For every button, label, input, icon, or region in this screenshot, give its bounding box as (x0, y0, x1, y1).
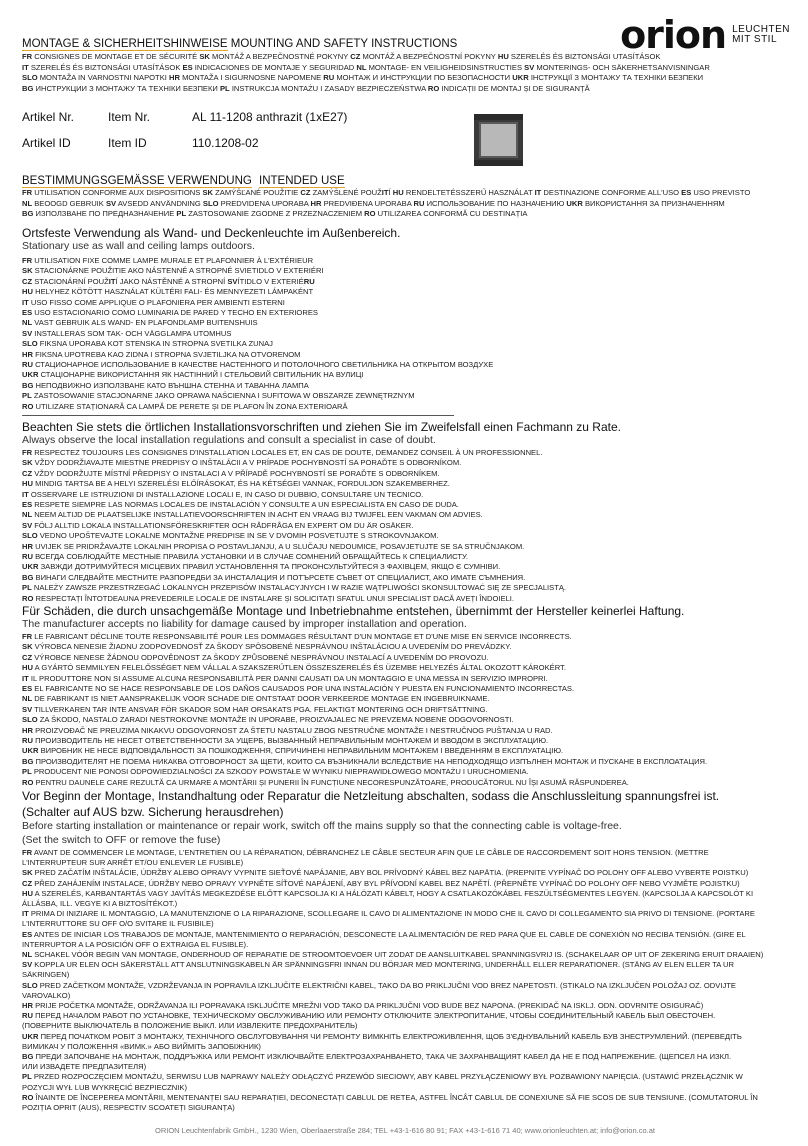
translation-line: ИЛИ ИЗВАДЕТЕ ПРЕДПАЗИТЕЛЯ) (22, 1062, 147, 1072)
translation-line: BG ИНСТРУКЦИИ З МОНТАЖУ ТА ТЕХНІКИ БЕЗПЕКИ PL INSTRUKCJA MONTAŻU I ZASADY BEZPIECZEŃSTWA RO INDICAȚII DE MONTAJ ȘI DE SIGURANȚĂ (22, 83, 590, 93)
translation-line: NL SCHAKEL VÓÓR BEGIN VAN MONTAGE, ONDERHOUD OF REPARATIE DE STROOMTOEVOER UIT ZODAT DE AANSLUITKABEL SPANNINGSVRIJ IS. (SCHAKELAAR OP UIT OF ZEKERING ERUIT DRAAIEN) (22, 950, 764, 960)
translation-line: HU HELYHEZ KÖTÖTT HASZNÁLAT KÜLTÉRI FALI- ÉS MENNYEZETI LÁMPAKÉNT (22, 287, 314, 297)
translation-line: NL NEEM ALTIJD DE PLAATSELIJKE INSTALLATIEVOORSCHRIFTEN IN ACHT EN VRAAG BIJ TWIJFEL EEN VAKMAN OM ADVIES. (22, 510, 483, 520)
section-2-title-en: Always observe the local installation regulations and consult a specialist in case of doubt. (22, 434, 436, 446)
logo-wordmark: orion (620, 13, 727, 57)
section-3-title-en: The manufacturer accepts no liability for damage caused by improper installation and operation. (22, 618, 467, 630)
translation-line: SLO MONTAŽA IN VARNOSTNI NAPOTKI HR MONTAŽA I SIGURNOSNE NAPOMENE RU МОНТАЖ И ИНСТРУКЦИИ ПО БЕЗОПАСНОСТИ UKR ІНСТРУКЦІЇ З МОНТАЖУ ТА ТЕХНІКИ БЕЗПЕКИ (22, 73, 704, 83)
article-id-label-de: Artikel ID (22, 136, 71, 150)
translation-line: BG ИЗПОЛЗВАНЕ ПО ПРЕДНАЗНАЧЕНИЕ PL ZASTOSOWANIE ZGODNE Z PRZEZNACZENIEM RO UTILIZAREA CONFORMĂ CU DESTINAȚIA (22, 209, 528, 219)
translation-line: INTERRUPTOR A LA POSICIÓN OFF O EXTRAIGA EL FUSIBLE). (22, 939, 249, 949)
translation-line: SK STACIONÁRNE POUŽITIE AKO NÁSTENNÉ A STROPNÉ SVIETIDLO V EXTERIÉRI (22, 266, 324, 276)
translation-line: SLO FIKSNA UPORABA KOT STENSKA IN STROPNA SVETILKA ZUNAJ (22, 339, 273, 349)
translation-line: (ПОВЕРНИТЕ ВЫКЛЮЧАТЕЛЬ В ПОЛОЖЕНИЕ ВЫКЛ. ИЛИ ИЗВЛЕКИТЕ ПРЕДОХРАНИТЕЛЬ) (22, 1021, 358, 1031)
article-nr-value: AL 11-1208 anthrazit (1xE27) (192, 110, 348, 124)
translation-line: BG ПРЕДИ ЗАПОЧВАНЕ НА МОНТАЖ, ПОДДРЪЖКА ИЛИ РЕМОНТ ИЗКЛЮЧВАЙТЕ ЕЛЕКТРОЗАХРАНВАНЕТО, ТАКА ЧЕ ЗАХРАНВАЩИЯТ КАБЕЛ ДА НЕ Е ПОД НАПРЕЖЕНИЕ. (ЩЕПСЕЛ НА ИЗКЛ. (22, 1052, 732, 1062)
translation-line: HR PRIJE POČETKA MONTAŽE, ODRŽAVANJA ILI POPRAVAKA ISKLJUČITE MREŽNI VOD TAKO DA PRIKLJUČNI VOD BUDE BEZ NAPONA. (PREKIDAČ NA ISKLJ. ODN. ODVRNITE OSIGURAČ) (22, 1001, 704, 1011)
section-2-translations (22, 448, 566, 604)
translation-line: SLO ZA ŠKODO, NASTALO ZARADI NESTROKOVNE MONTAŽE IN UPORABE, PROIZVAJALEC NE PREVZEMA NOBENE ODGOVORNOSTI. (22, 715, 514, 725)
translation-line: FR UTILISATION CONFORME AUX DISPOSITIONS SK ZAMÝŠĽANÉ POUŽITIE CZ ZAMÝŠLENÉ POUŽITÍ HU RENDELTETÉSSZERŰ HASZNÁLAT IT DESTINAZIONE CONFORME ALL'USO ES USO PREVISTO (22, 188, 751, 197)
translation-line: POZYCJI WYŁ LUB WYKRĘCIĆ BEZPIECZNIK) (22, 1082, 187, 1092)
translation-line: RO RESPECTAȚI ÎNTOTDEAUNA PREVEDERILE LOCALE DE INSTALARE ȘI SOLICITAȚI SFATUL UNUI SPECIALIST DACĂ AVEȚI ÎNDOIELI. (22, 593, 515, 603)
translation-line: L'INTERRUTTORE SU OFF O/O SVITARE IL FUSIBILE) (22, 919, 214, 929)
section-3-translations (22, 632, 707, 788)
article-id-label-en: Item ID (108, 136, 147, 150)
translation-line: CZ PŘED ZAHÁJENÍM INSTALACE, ÚDRŽBY NEBO OPRAVY VYPNĚTE SÍŤOVÉ NAPÁJENÍ, ABY BYL PŘÍVODNÍ KABEL BEZ NAPĚTÍ. (PŘEPNĚTE VYPÍNAČ DO POLOHY OFF NEBO VYJMĚTE POJISTKU) (22, 878, 740, 888)
translation-line: HR FIKSNA UPOTREBA KAO ZIDNA I STROPNA SVJETILJKA NA OTVORENOM (22, 349, 301, 359)
divider (22, 415, 454, 416)
translation-line: SK VÝROBCA NENESIE ŽIADNU ZODPOVEDNOSŤ ZA ŠKODY SPÔSOBENÉ NESPRÁVNOU INŠTALÁCIOU A UVEDENÍM DO PREVÁDZKY. (22, 642, 512, 652)
section-4-title-de: Vor Beginn der Montage, Instandhaltung oder Reparatur die Netzleitung abschalten, sodass die Anschlussleitung spannungsfrei ist. (22, 789, 720, 803)
translation-line: RO PENTRU DAUNELE CARE REZULTĂ CA URMARE A MONTĂRII ȘI PUNERII ÎN FUNCȚIUNE NECORESPUNZĂTOARE, PRODUCĂTORUL NU ÎȘI ASUMĂ RĂSPUNDEREA. (22, 777, 629, 787)
translation-line: UKR СТАЦІОНАРНЕ ВИКОРИСТАННЯ ЯК НАСТІННИЙ І СТЕЛЬОВИЙ СВІТИЛЬНИК НА ВУЛИЦІ (22, 370, 364, 380)
logo-tagline (732, 25, 790, 45)
translation-line: BG ПРОИЗВОДИТЕЛЯТ НЕ ПОЕМА НИКАКВА ОТГОВОРНОСТ ЗА ЩЕТИ, КОИТО СА ВЪЗНИКНАЛИ ВСЛЕДСТВИЕ НА НЕПОДХОДЯЩО ИЗПЪЛНЕН МОНТАЖ И ПУСКАНЕ В ЕКСПЛОАТАЦИЯ. (22, 756, 708, 766)
product-lamp-image (472, 112, 525, 168)
section-4-title-en-2: (Set the switch to OFF or remove the fuse) (22, 834, 221, 846)
translation-line: CZ STACIONÁRNÍ POUŽITÍ JAKO NÁSTĚNNÉ A STROPNÍ SVÍTIDLO V EXTERIÉRU (22, 276, 315, 286)
translation-line: HU A SZERELÉS, KARBANTARTÁS VAGY JAVÍTÁS MEGKEZDÉSE ELŐTT KAPCSOLJA KI A HÁLÓZATI KÁBELT, HOGY A CSATLAKOZÓKÁBEL FESZÜLTSÉGMENTES LEGYEN. (KAPCSOLJA A KAPCSOLÓT KI (22, 888, 754, 898)
translation-line: FR LE FABRICANT DÉCLINE TOUTE RESPONSABILITÉ POUR LES DOMMAGES RÉSULTANT D'UN MONTAGE ET D'UNE MISE EN SERVICE INCORRECTS. (22, 632, 572, 641)
translation-line: ÁLLÁSBA, ILL. VEGYE KI A BIZTOSÍTÉKOT.) (22, 899, 178, 909)
translation-line: RU ПРОИЗВОДИТЕЛЬ НЕ НЕСЕТ ОТВЕТСТВЕННОСТИ ЗА УЩЕРБ, ВЫЗВАННЫЙ НЕПРАВИЛЬНЫМ МОНТАЖЕМ И ВВОДОМ В ЭКСПЛУАТАЦИЮ. (22, 736, 549, 746)
translation-line: SLO PRED ZAČETKOM MONTAŽE, VZDRŽEVANJA IN POPRAVILA IZKLJUČITE ELEKTRIČNI KABEL, TAKO DA BO PRIKLJUČNI VOD BREZ NAPETOSTI. (STIKALO NA IZKLJUČEN POLOŽAJ OZ. ODVIJTE (22, 980, 736, 990)
translation-line: ВИМИКАЧ У ПОЛОЖЕННЯ «ВИМК.» АБО ВИЙМІТЬ ЗАПОБІЖНИК) (22, 1041, 261, 1051)
translation-line: FR AVANT DE COMMENCER LE MONTAGE, L'ENTRETIEN OU LA RÉPARATION, DÉBRANCHEZ LE CÂBLE SECTEUR AFIN QUE LE CÂBLE DE RACCORDEMENT SOIT HORS TENSION. (METTRE (22, 848, 709, 857)
company-footer: ORION Leuchtenfabrik GmbH., 1230 Wien, Oberlaaerstraße 284; TEL +43-1-616 80 91; FAX +43-1-616 71 40; www.orionleuchten.at; info@orion.co.at (155, 1126, 655, 1135)
translation-line: SV FÖLJ ALLTID LOKALA INSTALLATIONSFÖRESKRIFTER OCH RÅDFRÅGA EN EXPERT OM DU ÄR OSÄKER. (22, 520, 414, 530)
translation-line: NL VAST GEBRUIK ALS WAND- EN PLAFONDLAMP BUITENSHUIS (22, 318, 258, 328)
section-2-title-de: Beachten Sie stets die örtlichen Installationsvorschriften und ziehen Sie im Zweifelsfall einen Fachmann zu Rate. (22, 420, 621, 434)
translation-line: SÄKRINGEN) (22, 970, 70, 980)
translation-line: PL PRZED ROZPOCZĘCIEM MONTAŻU, SERWISU LUB NAPRAWY NALEŻY ODŁĄCZYĆ PRZEWÓD SIECIOWY, ABY KABEL PRZYŁĄCZENIOWY BYŁ POZBAWIONY NAPIĘCIA. (USTAWIĆ PRZEŁĄCZNIK W (22, 1072, 743, 1082)
translation-line: RU ПЕРЕД НАЧАЛОМ РАБОТ ПО УСТАНОВКЕ, ТЕХНИЧЕСКОМУ ОБСЛУЖИВАНИЮ ИЛИ РЕМОНТУ ОТКЛЮЧИТЕ ЭЛЕКТРОПИТАНИЕ, ЧТОБЫ СОЕДИНИТЕЛЬНЫЙ КАБЕЛЬ БЫЛ ОБЕСТОЧЕН. (22, 1011, 716, 1021)
translation-line: PL PRODUCENT NIE PONOSI ODPOWIEDZIALNOŚCI ZA SZKODY POWSTAŁE W WYNIKU NIEPRAWIDŁOWEGO MONTAŻU I URUCHOMIENIA. (22, 767, 529, 777)
translation-line: CZ VŽDY DODRŽUJTE MÍSTNÍ PŘEDPISY O INSTALACI A V PŘÍPADĚ POCHYBNOSTÍ SE PORAĎTE S ODBORNÍKEM. (22, 468, 440, 478)
translation-line: VAROVALKO) (22, 990, 71, 1000)
section-1-title-en: Stationary use as wall and ceiling lamps outdoors. (22, 240, 255, 252)
tagline-line-2: MIT STIL (732, 34, 778, 45)
translation-line: SK PRED ZAČATÍM INŠTALÁCIE, ÚDRŽBY ALEBO OPRAVY VYPNITE SIEŤOVÉ NAPÁJANIE, ABY BOL PRÍVODNÝ KÁBEL BEZ NAPÄTIA. (PREPNITE VYPÍNAČ DO POLOHY OFF ALEBO VYBERTE POISTKU) (22, 868, 749, 878)
section-4-title-en: Before starting installation or maintenance or repair work, switch off the mains supply so that the connecting cable is voltage-free. (22, 820, 622, 832)
title-de: MONTAGE & SICHERHEITSHINWEISE (22, 38, 228, 50)
article-nr-label-de: Artikel Nr. (22, 110, 75, 124)
title-en: MOUNTING AND SAFETY INSTRUCTIONS (230, 38, 458, 50)
title-translations (22, 52, 762, 94)
intended-translations (22, 188, 762, 220)
translation-line: BG ВИНАГИ СЛЕДВАЙТЕ МЕСТНИТЕ РАЗПОРЕДБИ ЗА ИНСТАЛАЦИЯ И ПОТЪРСЕТЕ СЪВЕТ ОТ СПЕЦИАЛИСТ, АКО ИМАТЕ СЪМНЕНИЯ. (22, 572, 526, 582)
translation-line: HR PROIZVOĐAČ NE PREUZIMA NIKAKVU ODGOVORNOST ZA ŠTETU NASTALU ZBOG NESTRUČNE MONTAŽE I NESTRUČNOG PUŠTANJA U RAD. (22, 725, 553, 735)
translation-line: UKR ПЕРЕД ПОЧАТКОМ РОБІТ З МОНТАЖУ, ТЕХНІЧНОГО ОБСЛУГОВУВАННЯ ЧИ РЕМОНТУ ВИМКНІТЬ ЕЛЕКТРОЖИВЛЕННЯ, ЩОБ З'ЄДНУВАЛЬНИЙ КАБЕЛЬ БУВ ЗНЕСТРУМЛЕНИЙ. (ПЕРЕВЕДІТЬ (22, 1031, 742, 1041)
translation-line: IT OSSERVARE LE ISTRUZIONI DI INSTALLAZIONE LOCALI E, IN CASO DI DUBBIO, CONSULTARE UN TECNICO. (22, 489, 424, 499)
translation-line: NL DE FABRIKANT IS NIET AANSPRAKELIJK VOOR SCHADE DIE ONTSTAAT DOOR VERKEERDE MONTAGE EN INGEBRUIKNAME. (22, 694, 490, 704)
intended-title-en: INTENDED USE (259, 175, 345, 187)
section-1-translations (22, 256, 493, 412)
translation-line: CZ VÝROBCE NENESE ŽÁDNOU ODPOVĚDNOST ZA ŠKODY ZPŮSOBENÉ NESPRÁVNOU INSTALACÍ A UVEDENÍM DO PROVOZU. (22, 652, 489, 662)
translation-line: RU ВСЕГДА СОБЛЮДАЙТЕ МЕСТНЫЕ ПРАВИЛА УСТАНОВКИ И В СЛУЧАЕ СОМНЕНИЙ ОБРАЩАЙТЕСЬ К СПЕЦИАЛИСТУ. (22, 552, 468, 562)
translation-line: PL ZASTOSOWANIE STACJONARNE JAKO OPRAWA NAŚCIENNA I SUFITOWA W OBSZARZE ZEWNĘTRZNYM (22, 391, 415, 401)
translation-line: IT IL PRODUTTORE NON SI ASSUME ALCUNA RESPONSABILITÀ PER DANNI CAUSATI DA UN MONTAGGIO E UNA MESSA IN SERVIZIO IMPROPRI. (22, 673, 548, 683)
translation-line: IT USO FISSO COME APPLIQUE O PLAFONIERA PER AMBIENTI ESTERNI (22, 297, 285, 307)
article-id-value: 110.1208-02 (192, 136, 259, 150)
translation-line: SV INSTALLERAS SOM TAK- OCH VÄGGLAMPA UTOMHUS (22, 328, 232, 338)
section-4-translations (22, 848, 763, 1113)
translation-line: SV TILLVERKAREN TAR INTE ANSVAR FÖR SKADOR SOM HAR ORSAKATS PGA. FELAKTIGT MONTERING OCH DRIFTSÄTTNING. (22, 704, 488, 714)
translation-line: RO ÎNAINTE DE ÎNCEPEREA MONTĂRII, MENTENANȚEI SAU REPARAȚIEI, DECONECTAȚI CABLUL DE RETEA, ASTFEL ÎNCÂT CABLUL DE CONEXIUNE SĂ FIE SCOS DE SUB TENSIUNE. (COMUTATORUL ÎN (22, 1092, 758, 1102)
translation-line: SV KOPPLA UR ELEN OCH SÄKERSTÄLL ATT ANSLUTNINGSKABELN ÄR SPÄNNINGSFRI INNAN DU BÖRJAR MED MONTERING, UNDERHÅLL ELLER REPARATIONER. (STÄNG AV ELEN ELLER TA UR (22, 960, 735, 970)
translation-line: HR UVIJEK SE PRIDRŽAVAJTE LOKALNIH PROPISA O POSTAVLJANJU, A U SLUČAJU NEDOUMICE, POSAVJETUJTE SE SA STRUČNJAKOM. (22, 541, 525, 551)
translation-line: FR CONSIGNES DE MONTAGE ET DE SÉCURITÉ SK MONTÁŽ A BEZPEČNOSTNÉ POKYNY CZ MONTÁŽ A BEZPEČNOSTNÍ POKYNY HU SZERELÉS ÉS BIZTONSÁGI UTASÍTÁSOK (22, 52, 661, 61)
translation-line: UKR ЗАВЖДИ ДОТРИМУЙТЕСЯ МІСЦЕВИХ ПРАВИЛ УСТАНОВЛЕННЯ ТА ПРОКОНСУЛЬТУЙТЕСЯ З ФАХІВЦЕМ, ЯКЩО Є СУМНІВИ. (22, 562, 501, 572)
article-nr-label-en: Item Nr. (108, 110, 151, 124)
translation-line: HU A GYÁRTÓ SEMMILYEN FELELŐSSÉGET NEM VÁLLAL A SZAKSZERŰTLEN ÖSSZESZERELÉS ÉS ÜZEMBE HELYEZÉS ÁLTAL OKOZOTT KÁROKÉRT. (22, 663, 566, 673)
section-3-title-de: Für Schäden, die durch unsachgemäße Montage und Inbetriebnahme entstehen, übernimmt der Hersteller keinerlei Haftung. (22, 604, 685, 618)
translation-line: SLO VEDNO UPOŠTEVAJTE LOKALNE MONTAŽNE PREDPISE IN SE V DVOMIH POSVETUJTE S STROKOVNJAKOM. (22, 531, 439, 541)
translation-line: ES RESPETE SIEMPRE LAS NORMAS LOCALES DE INSTALACIÓN Y CONSULTE A UN ESPECIALISTA EN CASO DE DUDA. (22, 500, 459, 510)
translation-line: IT PRIMA DI INIZIARE IL MONTAGGIO, LA MANUTENZIONE O LA RIPARAZIONE, SCOLLEGARE IL CAVO DI ALIMENTAZIONE IN MODO CHE IL CAVO DI COLLEGAMENTO SIA PRIVO DI TENSIONE. (PORTARE (22, 909, 755, 919)
section-4-title-de-2: (Schalter auf AUS bzw. Sicherung herausdrehen) (22, 805, 284, 819)
translation-line: L'INTERRUPTEUR SUR ARRÊT ET/OU ENLEVER LE FUSIBLE) (22, 858, 244, 868)
section-1-title-de: Ortsfeste Verwendung als Wand- und Deckenleuchte im Außenbereich. (22, 226, 401, 240)
translation-line: IT SZERELÉS ÉS BIZTONSÁGI UTASÍTÁSOK ES INDICACIONES DE MONTAJE Y SEGURIDAD NL MONTAGE- EN VEILIGHEIDSINSTRUCTIES SV MONTERINGS- OCH SÄKERHETSANVISNINGAR (22, 62, 710, 72)
page-title (22, 38, 457, 50)
translation-line: BG НЕПОДВИЖНО ИЗПОЛЗВАНЕ КАТО ВЪНШНА СТЕННА И ТАВАННА ЛАМПА (22, 380, 309, 390)
translation-line: FR RESPECTEZ TOUJOURS LES CONSIGNES D'INSTALLATION LOCALES ET, EN CAS DE DOUTE, DEMANDEZ CONSEIL À UN PROFESSIONNEL. (22, 448, 543, 457)
translation-line: HU MINDIG TARTSA BE A HELYI SZERELÉSI ELŐÍRÁSOKAT, ÉS HA KÉTSÉGEI VANNAK, FORDULJON SZAKEMBERHEZ. (22, 479, 450, 489)
translation-line: RO UTILIZARE STAȚIONARĂ CA LAMPĂ DE PERETE ȘI DE PLAFON ÎN ZONA EXTERIOARĂ (22, 401, 348, 411)
translation-line: NL BEOOGD GEBRUIK SV AVSEDD ANVÄNDNING SLO PREDVIDENA UPORABA HR PREDVIĐENA UPORABA RU ИСПОЛЬЗОВАНИЕ ПО НАЗНАЧЕНИЮ UKR ВИКОРИСТАННЯ ЗА ПРИЗНАЧЕННЯМ (22, 198, 725, 208)
tagline-line-1: LEUCHTEN (732, 24, 790, 35)
intended-title-de: BESTIMMUNGSGEMÄSSE VERWENDUNG (22, 175, 252, 187)
intended-use-title (22, 175, 345, 187)
translation-line: POZIȚIA OPRIT (AUS), RESPECTIV SCOATEȚI SIGURANȚA) (22, 1103, 235, 1113)
translation-line: ES EL FABRICANTE NO SE HACE RESPONSABLE DE LOS DAÑOS CAUSADOS POR UNA INSTALACIÓN Y PUESTA EN FUNCIONAMIENTO INCORRECTAS. (22, 684, 575, 694)
translation-line: ES USO ESTACIONARIO COMO LUMINARIA DE PARED Y TECHO EN EXTERIORES (22, 308, 318, 318)
translation-line: RU СТАЦИОНАРНОЕ ИСПОЛЬЗОВАНИЕ В КАЧЕСТВЕ НАСТЕННОГО И ПОТОЛОЧНОГО СВЕТИЛЬНИКА НА ОТКРЫТОМ ВОЗДУХЕ (22, 360, 494, 370)
brand-logo (620, 13, 790, 57)
translation-line: PL NALEŻY ZAWSZE PRZESTRZEGAĆ LOKALNYCH PRZEPISÓW INSTALACYJNYCH I W RAZIE WĄTPLIWOŚCI SKONSULTOWAĆ SIĘ ZE SPECJALISTĄ. (22, 583, 567, 593)
translation-line: UKR ВИРОБНИК НЕ НЕСЕ ВІДПОВІДАЛЬНОСТІ ЗА ПОШКОДЖЕННЯ, СПРИЧИНЕНІ НЕПРАВИЛЬНИМ МОНТАЖЕМ І ВВЕДЕННЯМ В ЕКСПЛУАТАЦІЮ. (22, 746, 564, 756)
translation-line: ES ANTES DE INICIAR LOS TRABAJOS DE MONTAJE, MANTENIMIENTO O REPARACIÓN, DESCONECTE LA ALIMENTACIÓN DE RED PARA QUE EL CABLE DE CONEXIÓN NO RECIBA TENSIÓN. (GIRE EL (22, 929, 746, 939)
translation-line: SK VŽDY DODRŽIAVAJTE MIESTNE PREDPISY O INŠTALÁCII A V PRÍPADE POCHYBNOSTÍ SA PORAĎTE S ODBORNÍKOM. (22, 458, 462, 468)
translation-line: FR UTILISATION FIXE COMME LAMPE MURALE ET PLAFONNIER À L'EXTÉRIEUR (22, 256, 314, 265)
